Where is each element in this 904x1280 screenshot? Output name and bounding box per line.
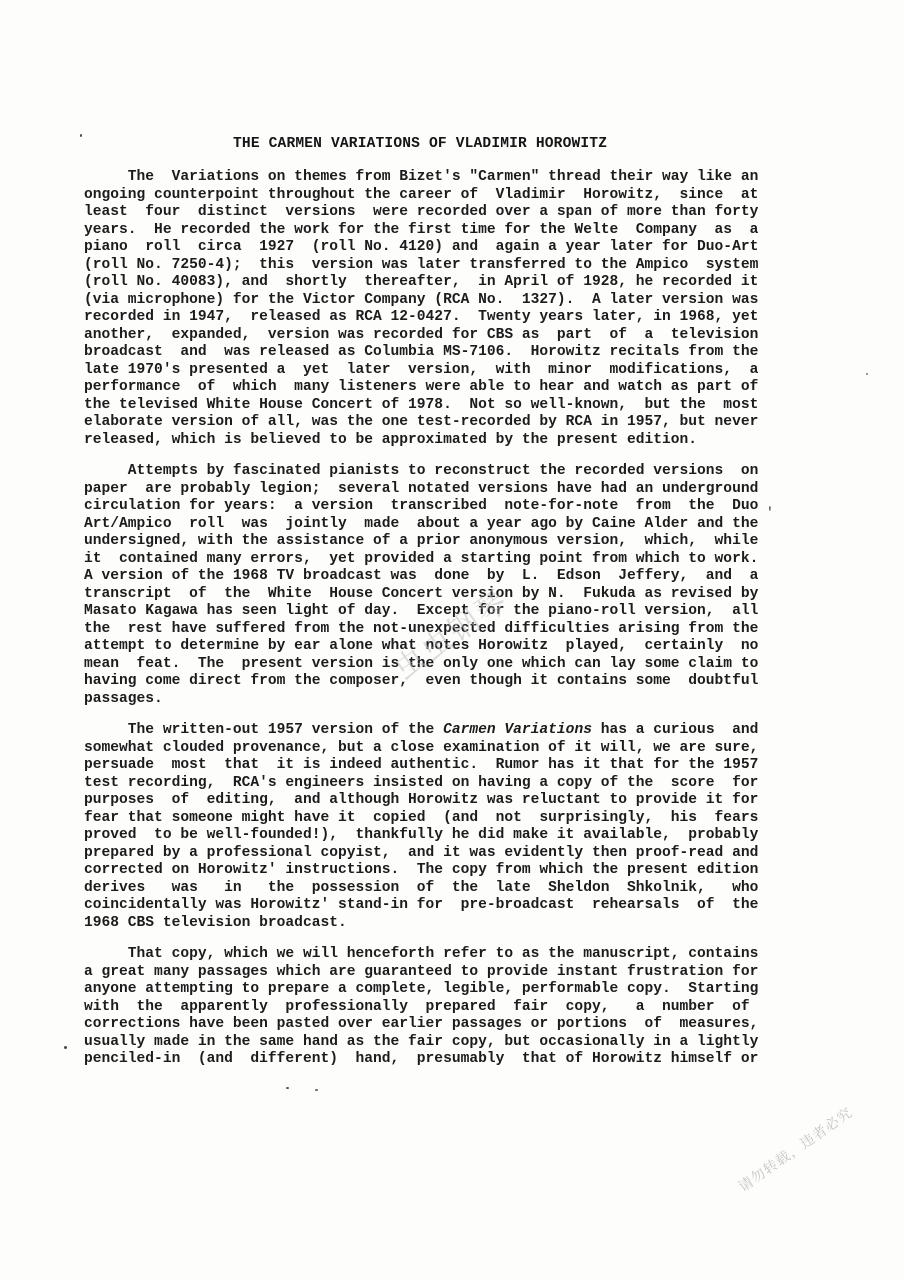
text-line: Masato Kagawa has seen light of day. Except for the piano-roll version, all	[84, 603, 759, 619]
text-line: coincidentally was Horowitz' stand-in for pre-broadcast rehearsals of the	[84, 897, 759, 913]
scan-speck	[286, 1087, 289, 1089]
paragraph	[84, 722, 774, 932]
document-body	[84, 169, 774, 1069]
text-line: it contained many errors, yet provided a starting point from which to work.	[84, 550, 759, 567]
text-line: (roll No. 40083), and shortly thereafter, in April of 1928, he recorded it	[84, 274, 759, 290]
text-line: broadcast and was released as Columbia MS-7106. Horowitz recitals from the	[84, 344, 759, 360]
text-line: test recording, RCA's engineers insisted on having a copy of the score for	[84, 774, 759, 791]
text-line: (roll No. 7250-4); this version was later transferred to the Ampico system	[84, 256, 759, 273]
text-line: least four distinct versions were recorded over a span of more than forty	[84, 204, 759, 220]
text-line: (via microphone) for the Victor Company (RCA No. 1327). A later version was	[84, 291, 759, 308]
scan-speck	[80, 134, 82, 137]
text-line: Art/Ampico roll was jointly made about a year ago by Caine Alder and the	[84, 515, 759, 532]
paragraph	[84, 169, 774, 449]
scan-speck: '	[766, 505, 774, 520]
text-line: That copy, which we will henceforth refer to as the manuscript, contains	[84, 946, 759, 962]
text-line: corrected on Horowitz' instructions. The copy from which the present edition	[84, 862, 759, 878]
scan-speck	[866, 373, 868, 375]
text-line: late 1970's presented a yet later version, with minor modifications, a	[84, 361, 759, 378]
text-line: The written-out 1957 version of the Carmen Variations has a curious and	[84, 722, 759, 738]
text-line: performance of which many listeners were able to hear and watch as part of	[84, 379, 759, 395]
text-line: elaborate version of all, was the one test-recorded by RCA in 1957, but never	[84, 414, 759, 430]
text-line: another, expanded, version was recorded for CBS as part of a television	[84, 326, 759, 343]
text-line: having come direct from the composer, even though it contains some doubtful	[84, 673, 759, 689]
paragraph	[84, 946, 774, 1069]
text-line: paper are probably legion; several notated versions have had an underground	[84, 480, 759, 497]
text-line: a great many passages which are guaranteed to provide instant frustration for	[84, 963, 759, 980]
text-line: The Variations on themes from Bizet's "Carmen" thread their way like an	[84, 169, 759, 185]
text-line: A version of the 1968 TV broadcast was done by L. Edson Jeffery, and a	[84, 568, 759, 584]
scan-speck	[64, 1046, 67, 1049]
paragraph	[84, 463, 774, 708]
text-line: passages.	[84, 690, 163, 707]
text-line: usually made in the same hand as the fair copy, but occasionally in a lightly	[84, 1033, 759, 1050]
text-line: attempt to determine by ear alone what notes Horowitz played, certainly no	[84, 638, 759, 654]
text-line: the televised White House Concert of 1978. Not so well-known, but the most	[84, 396, 759, 413]
text-line: the rest have suffered from the not-unexpected difficulties arising from the	[84, 620, 759, 637]
page-title: THE CARMEN VARIATIONS OF VLADIMIR HOROWITZ	[233, 136, 608, 152]
text-line: derives was in the possession of the late Sheldon Shkolnik, who	[84, 879, 759, 896]
text-line: mean feat. The present version is the only one which can lay some claim to	[84, 655, 759, 672]
text-line: 1968 CBS television broadcast.	[84, 914, 347, 931]
text-line: persuade most that it is indeed authentic. Rumor has it that for the 1957	[84, 757, 759, 773]
text-line: anyone attempting to prepare a complete, legible, performable copy. Starting	[84, 981, 759, 997]
text-line: recorded in 1947, released as RCA 12-0427. Twenty years later, in 1968, yet	[84, 309, 759, 325]
watermark-bottom-right: 请勿转载，违者必究	[735, 1104, 856, 1196]
text-line: corrections have been pasted over earlier passages or portions of measures,	[84, 1016, 759, 1032]
text-line: years. He recorded the work for the first time for the Welte Company as a	[84, 221, 759, 238]
text-line: proved to be well-founded!), thankfully he did make it available, probably	[84, 827, 759, 843]
text-line: undersigned, with the assistance of a prior anonymous version, which, while	[84, 533, 759, 549]
scan-speck	[315, 1089, 318, 1091]
text-line: purposes of editing, and although Horowitz was reluctant to provide it for	[84, 792, 759, 808]
text-line: with the apparently professionally prepared fair copy, a number of	[84, 998, 750, 1015]
text-line: Attempts by fascinated pianists to reconstruct the recorded versions on	[84, 463, 759, 479]
text-line: prepared by a professional copyist, and it was evidently then proof-read and	[84, 844, 759, 861]
text-line: somewhat clouded provenance, but a close examination of it will, we are sure,	[84, 739, 759, 756]
text-line: transcript of the White House Concert version by N. Fukuda as revised by	[84, 585, 759, 602]
text-line: piano roll circa 1927 (roll No. 4120) and again a year later for Duo-Art	[84, 239, 759, 255]
watermark-center: 虫虫钢琴	[387, 582, 517, 688]
text-line: ongoing counterpoint throughout the career of Vladimir Horowitz, since at	[84, 186, 759, 203]
text-line: circulation for years: a version transcribed note-for-note from the Duo	[84, 498, 759, 514]
text-line: released, which is believed to be approximated by the present edition.	[84, 431, 698, 448]
text-line: fear that someone might have it copied (and not surprisingly, his fears	[84, 809, 759, 826]
text-line: penciled-in (and different) hand, presumably that of Horowitz himself or	[84, 1051, 759, 1067]
